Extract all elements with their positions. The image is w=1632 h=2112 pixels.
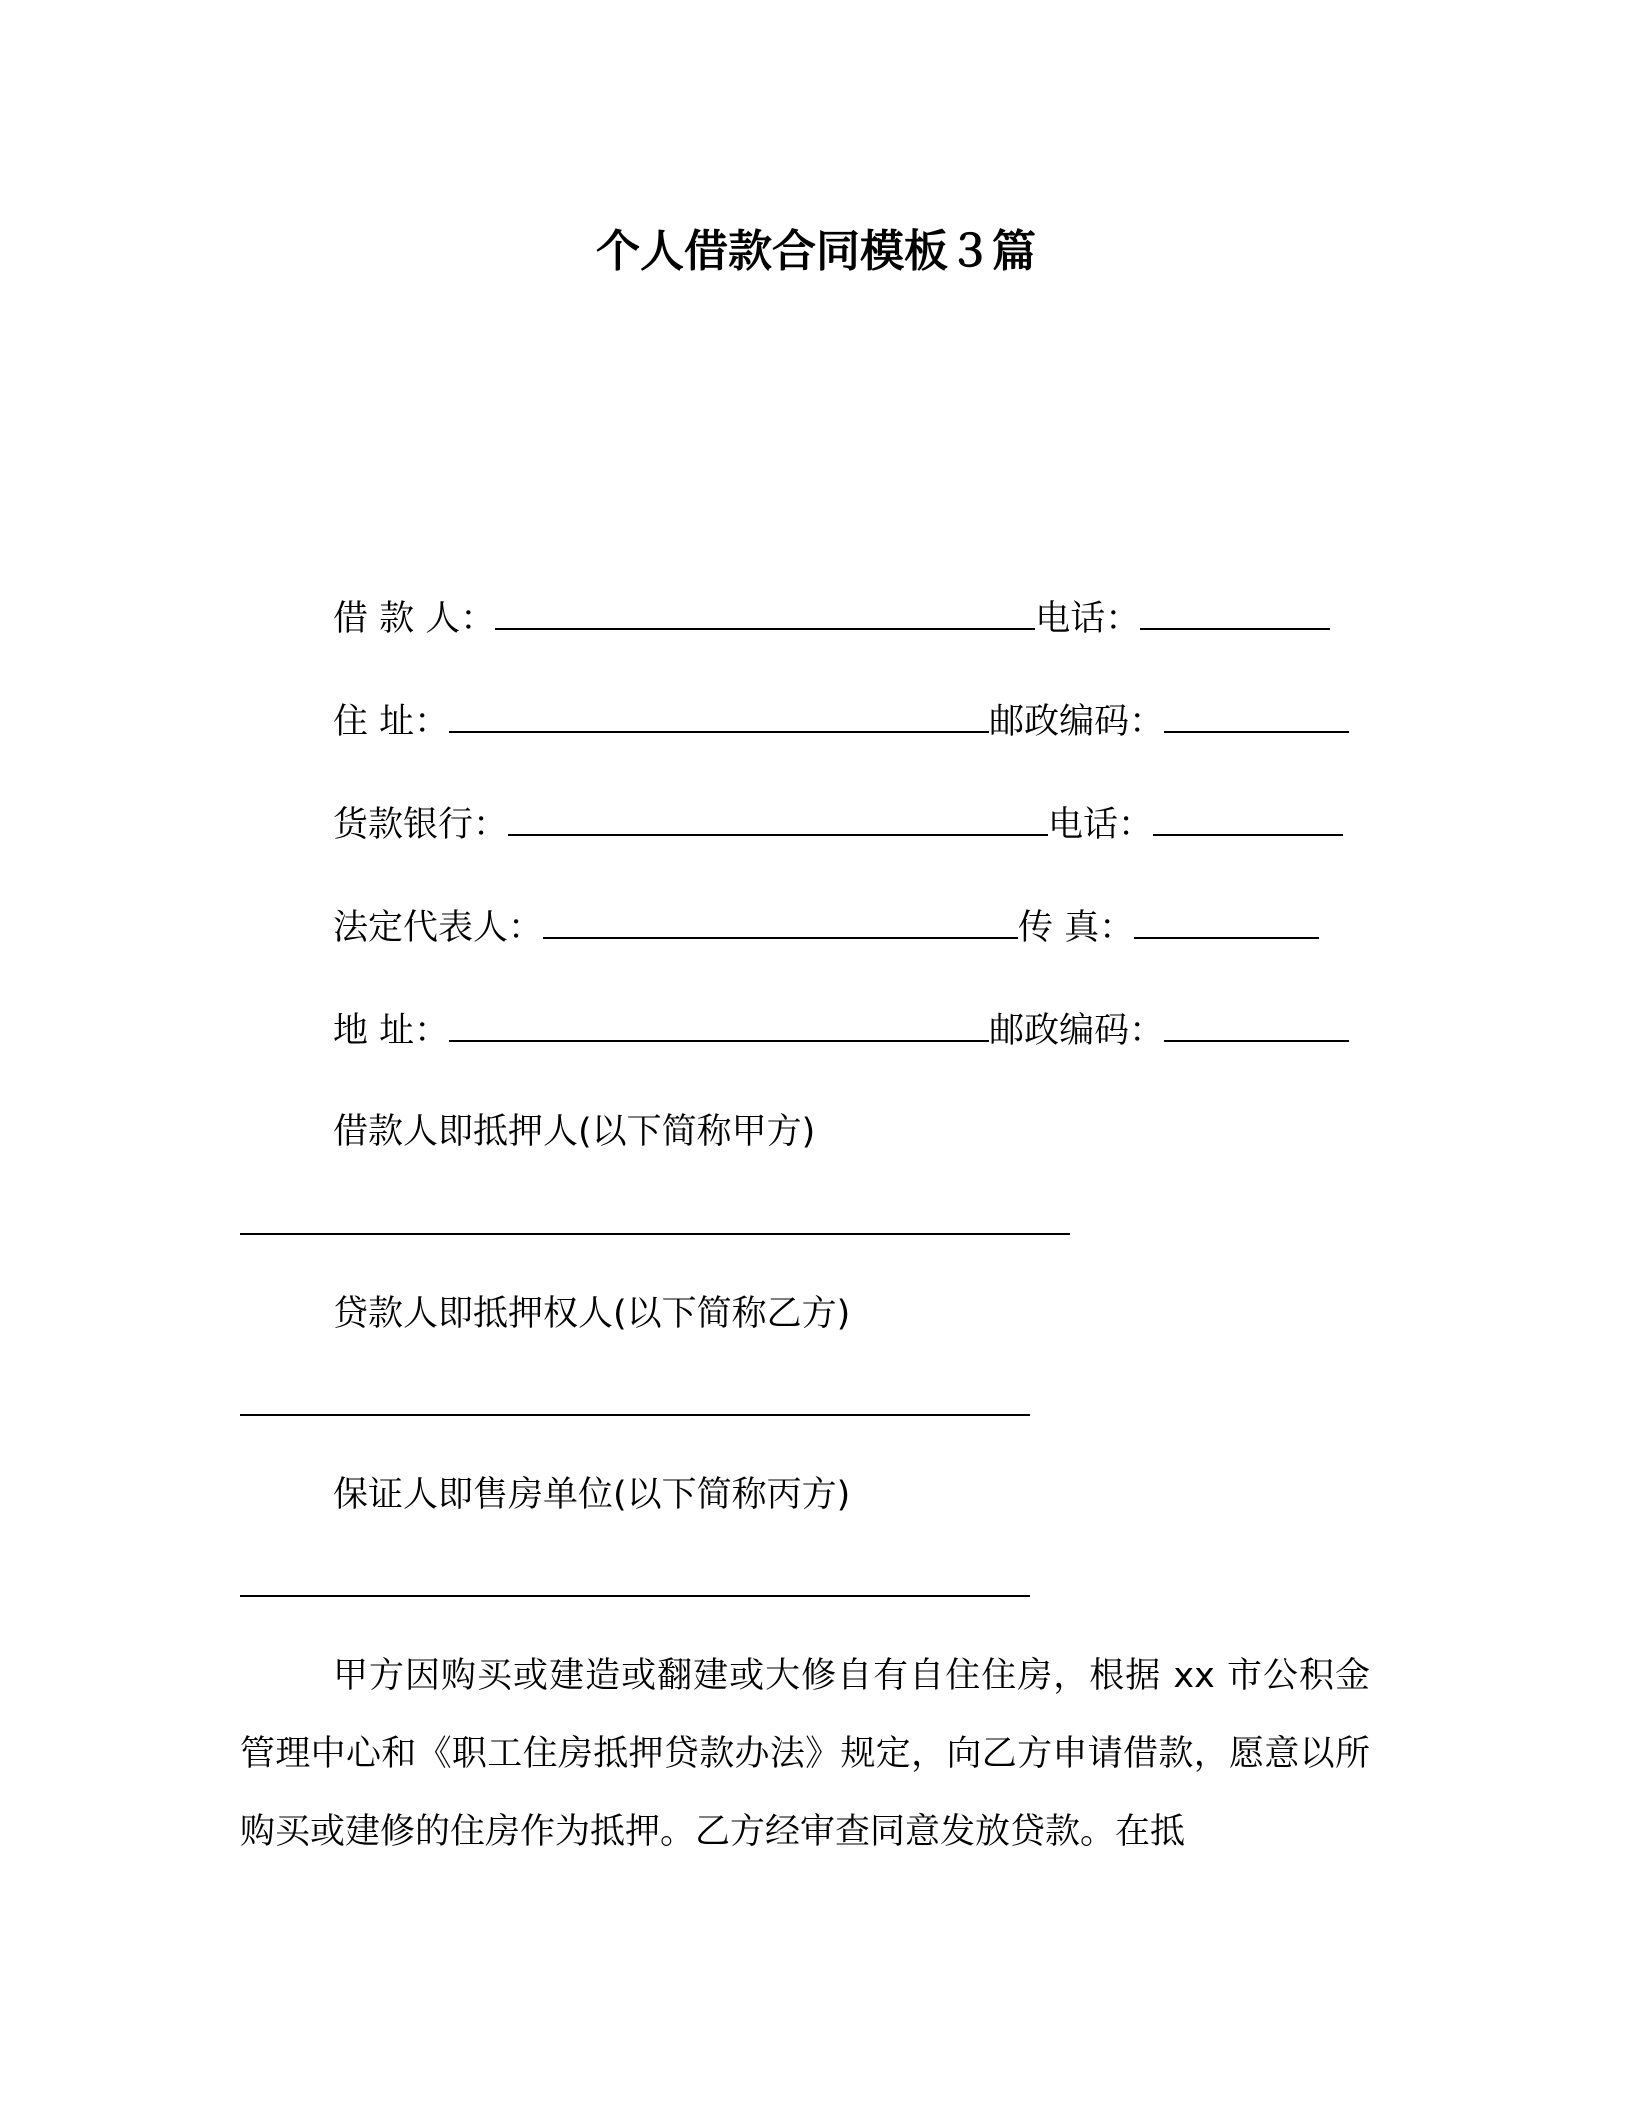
residence-label: 住 址： xyxy=(333,702,450,742)
borrower-phone-label: 电话： xyxy=(1035,599,1141,639)
address-label: 地 址： xyxy=(333,1011,450,1051)
postcode2-blank[interactable] xyxy=(1164,1004,1349,1042)
borrower-label: 借 款 人： xyxy=(333,599,496,639)
bank-phone-label: 电话： xyxy=(1048,805,1154,845)
party-b-line: 贷款人即抵押权人(以下简称乙方) xyxy=(333,1294,851,1334)
document-title: 个人借款合同模板３篇 xyxy=(596,226,1036,277)
fax-label: 传 真： xyxy=(1018,908,1135,948)
legal-rep-blank[interactable] xyxy=(543,901,1018,939)
legal-rep-label: 法定代表人： xyxy=(333,908,544,948)
postcode1-label: 邮政编码： xyxy=(989,702,1165,742)
borrower-row xyxy=(333,592,1330,644)
fax-blank[interactable] xyxy=(1134,901,1319,939)
residence-row xyxy=(333,695,1349,747)
address-blank[interactable] xyxy=(449,1004,989,1042)
residence-blank[interactable] xyxy=(449,695,989,733)
borrower-blank[interactable] xyxy=(495,592,1035,630)
party-c-line: 保证人即售房单位(以下简称丙方) xyxy=(333,1475,851,1515)
party-a-line: 借款人即抵押人(以下简称甲方) xyxy=(333,1112,816,1152)
bank-blank[interactable] xyxy=(508,798,1048,836)
legal-rep-row xyxy=(333,901,1319,953)
bank-row xyxy=(333,798,1343,850)
address-row xyxy=(333,1004,1349,1056)
party-c-blank[interactable] xyxy=(240,1595,1030,1597)
party-a-blank[interactable] xyxy=(240,1233,1070,1235)
postcode2-label: 邮政编码： xyxy=(989,1011,1165,1051)
bank-label: 货款银行： xyxy=(333,805,509,845)
party-b-blank[interactable] xyxy=(240,1414,1030,1416)
body-paragraph: 甲方因购买或建造或翻建或大修自有自住住房，根据 xx 市公积金管理中心和《职工住房抵押贷款办法》规定，向乙方申请借款，愿意以所购买或建修的住房作为抵押。乙方经审查同意发放贷款。在抵 xyxy=(240,1656,1370,1852)
postcode1-blank[interactable] xyxy=(1164,695,1349,733)
bank-phone-blank[interactable] xyxy=(1153,798,1343,836)
borrower-phone-blank[interactable] xyxy=(1140,592,1330,630)
